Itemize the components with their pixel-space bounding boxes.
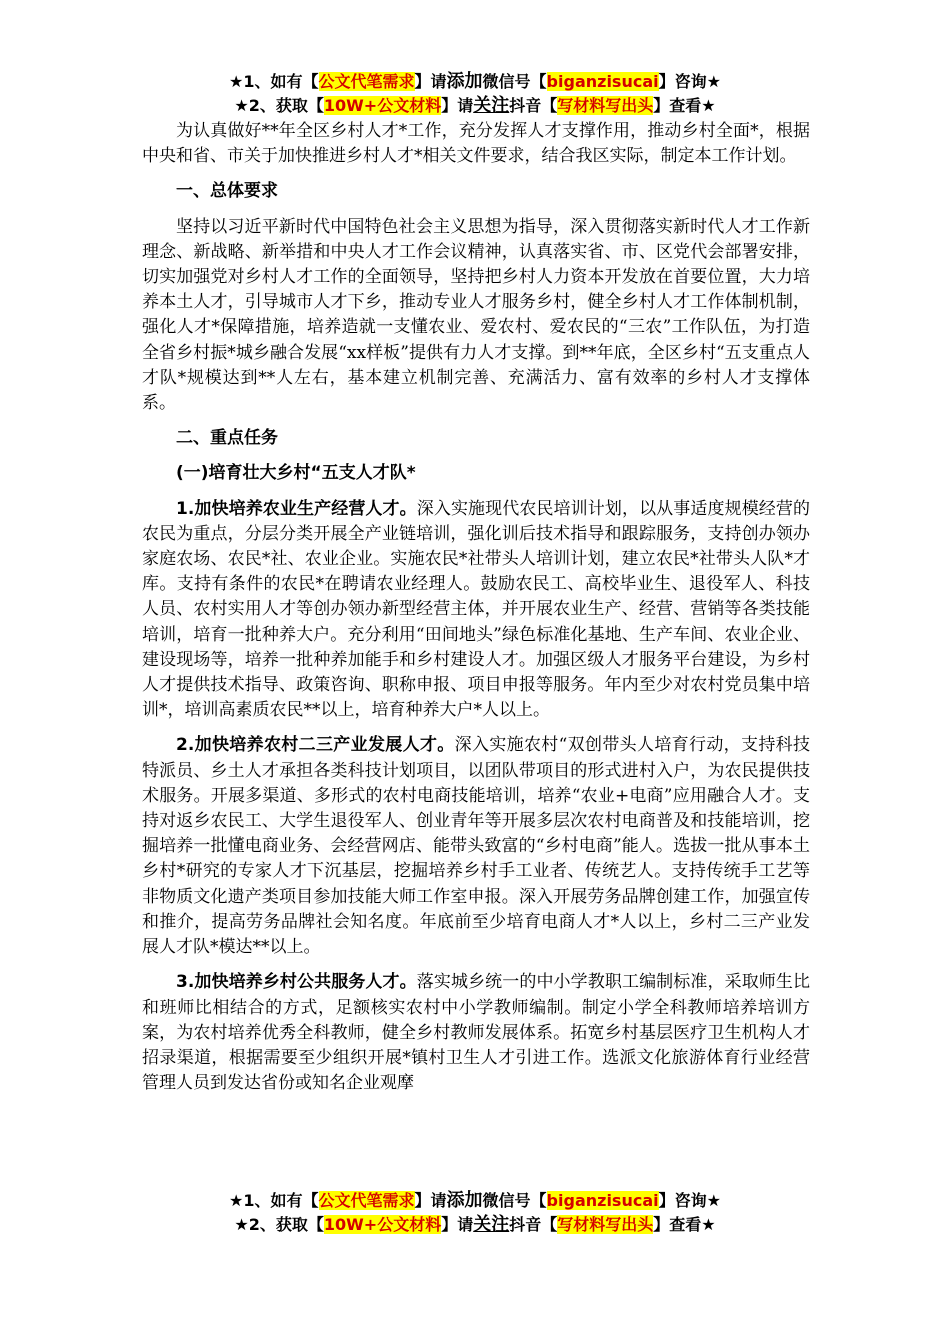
task-item-body: 深入实施现代农民培训计划，以从事适度规模经营的农民为重点，分层分类开展全产业链培训，强化训后技术指导和跟踪服务，支持创办领办家庭农场、农民*社、农业企业。实施农民*社带头人培训计划，建立农民*社带头人队*才库。支持有条件的农民*在聘请农业经理人。鼓励农民工、高校毕业生、退役军人、科技人员、农村实用人才等创办领办新型经营主体，并开展农业生产、经营、营销等各类技能培训，培育一批种养大户。充分利用“田间地头”绿色标准化基地、生产车间、农业企业、建设现场等，培养一批种养加能手和乡村建设人才。加强区级人才服务平台建设，为乡村人才提供技术指导、政策咨询、职称申报、项目申报等服务。年内至少对农村党员集中培训*，培训高素质农民**以上，培育种养大户*人以上。 [142, 498, 810, 721]
task-item-1 [142, 497, 810, 724]
promo-text: 微信号【 [482, 72, 547, 91]
document-body [142, 119, 810, 1096]
promo-highlight: 10W+公文材料 [323, 96, 442, 115]
wechat-id-highlight: biganzisucai [546, 1191, 659, 1210]
top-promo-banner [0, 70, 950, 118]
promo-emphasis: 添加 [446, 1190, 483, 1211]
promo-text: 】查看★ [653, 96, 716, 115]
promo-text: 】请 [441, 1215, 474, 1234]
task-item-lead: 3.加快培养乡村公共服务人才。 [176, 972, 417, 993]
promo-text: ★2、获取【 [234, 96, 324, 115]
promo-text: 】请 [414, 1191, 447, 1210]
wechat-id-highlight: biganzisucai [546, 72, 659, 91]
douyin-id-highlight: 写材料写出头 [557, 96, 654, 115]
subsection-heading: (一)培育壮大乡村“五支人才队* [176, 463, 416, 484]
promo-text: 抖音【 [509, 1215, 558, 1234]
section-heading-general: 一、总体要求 [176, 181, 278, 202]
promo-text: ★2、获取【 [234, 1215, 324, 1234]
bottom-promo-banner [0, 1189, 950, 1237]
promo-text: 抖音【 [509, 96, 558, 115]
task-item-body: 落实城乡统一的中小学教职工编制标准，采取师生比和班师比相结合的方式，足额核实农村中小学教师编制。制定小学全科教师培养培训方案，为农村培养优秀全科教师，健全乡村教师发展体系。拓宽乡村基层医疗卫生机构人才招录渠道，根据需要至少组织开展*镇村卫生人才引进工作。选派文化旅游体育行业经营管理人员到发达省份或知名企业观摩 [142, 972, 810, 1094]
promo-text: 】请 [441, 96, 474, 115]
task-item-lead: 1.加快培养农业生产经营人才。 [176, 498, 417, 519]
promo-emphasis: 关注 [473, 95, 510, 116]
promo-text: 微信号【 [482, 1191, 547, 1210]
promo-text: 】请 [414, 72, 447, 91]
promo-text: 】查看★ [653, 1215, 716, 1234]
intro-paragraph: 为认真做好**年全区乡村人才*工作，充分发挥人才支撑作用，推动乡村全面*，根据中央和省、市关于加快推进乡村人才*相关文件要求，结合我区实际，制定本工作计划。 [142, 121, 810, 167]
douyin-id-highlight: 写材料写出头 [557, 1215, 654, 1234]
section-paragraph-general: 坚持以习近平新时代中国特色社会主义思想为指导，深入贯彻落实新时代人才工作新理念、新战略、新举措和中央人才工作会议精神，认真落实省、市、区党代会部署安排，切实加强党对乡村人才工作的全面领导，坚持把乡村人力资本开发放在首要位置，大力培养本土人才，引导城市人才下乡，推动专业人才服务乡村，健全乡村人才工作体制机制，强化人才*保障措施，培养造就一支懂农业、爱农村、爱农民的“三农”工作队伍，为打造全省乡村振*城乡融合发展“xx样板”提供有力人才支撑。到**年底，全区乡村“五支重点人才队*规模达到**人左右，基本建立机制完善、充满活力、富有效率的乡村人才支撑体系。 [142, 216, 810, 414]
promo-line-2 [0, 94, 950, 118]
task-item-body: 深入实施农村“双创带头人培育行动，支持科技特派员、乡土人才承担各类科技计划项目，以团队带项目的形式进村入户，为农民提供技术服务。开展多渠道、多形式的农村电商技能培训，培养“农业+电商”应用融合人才。支持对返乡农民工、大学生退役军人、创业青年等开展多层次农村电商普及和技能培训，挖掘培养一批懂电商业务、会经营网店、能带头致富的“乡村电商”能人。选拔一批从事本土乡村*研究的专家人才下沉基层，挖掘培养乡村手工业者、传统艺人。支持传统手工艺等非物质文化遗产类项目参加技能大师工作室申报。深入开展劳务品牌创建工作，加强宣传和推介，提高劳务品牌社会知名度。年底前至少培育电商人才*人以上，乡村二三产业发展人才队*模达**以上。 [142, 735, 810, 958]
promo-emphasis: 关注 [473, 1214, 510, 1235]
promo-line-1 [0, 1189, 950, 1213]
promo-highlight: 公文代笔需求 [318, 72, 415, 91]
promo-emphasis: 添加 [446, 71, 483, 92]
task-item-lead: 2.加快培养农村二三产业发展人才。 [176, 735, 455, 756]
section-heading-tasks: 二、重点任务 [176, 428, 278, 449]
promo-line-1 [0, 70, 950, 94]
promo-highlight: 公文代笔需求 [318, 1191, 415, 1210]
promo-highlight: 10W+公文材料 [323, 1215, 442, 1234]
task-item-2 [142, 733, 810, 960]
promo-text: 】咨询★ [658, 72, 721, 91]
promo-text: ★1、如有【 [229, 72, 319, 91]
promo-line-2 [0, 1213, 950, 1237]
promo-text: 】咨询★ [658, 1191, 721, 1210]
promo-text: ★1、如有【 [229, 1191, 319, 1210]
task-item-3 [142, 970, 810, 1096]
